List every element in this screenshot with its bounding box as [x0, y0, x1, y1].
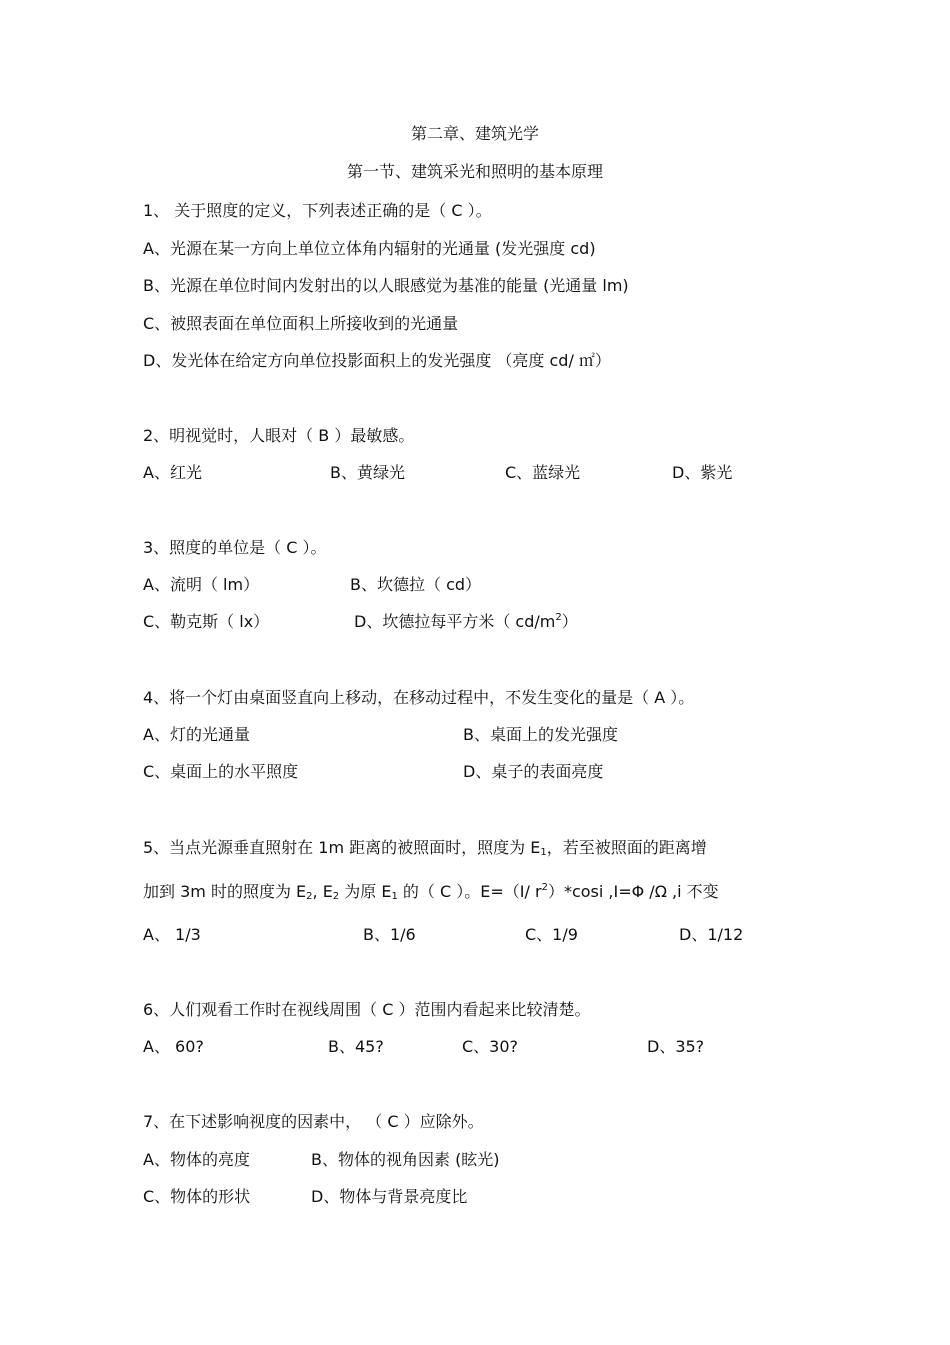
question-5-stem-line-1	[143, 838, 707, 858]
question-1-option-d: D、发光体在给定方向单位投影面积上的发光强度 （亮度 cd/ ㎡）	[143, 351, 611, 370]
section-title: 第一节、建筑采光和照明的基本原理	[346, 162, 603, 181]
question-2-option-a: A、红光	[143, 463, 202, 482]
question-2-option-b: B、黄绿光	[330, 463, 405, 482]
question-1-stem: 1、 关于照度的定义，下列表述正确的是（ C ）。	[143, 201, 492, 220]
stem-text: 的（ C ）。E=（I/ r	[397, 882, 542, 901]
question-6-option-d: D、35?	[647, 1037, 705, 1056]
stem-text: , E	[312, 882, 333, 901]
question-2-stem: 2、明视觉时，人眼对（ B ）最敏感。	[143, 426, 415, 445]
subscript: 2	[306, 891, 313, 902]
subscript: 1	[540, 847, 547, 858]
stem-text: 为原 E	[339, 882, 392, 901]
question-3-option-a: A、流明（ lm）	[143, 575, 260, 594]
question-7-option-b: B、物体的视角因素 (眩光)	[311, 1150, 500, 1169]
question-3-stem: 3、照度的单位是（ C ）。	[143, 538, 327, 557]
question-6-stem: 6、人们观看工作时在视线周围（ C ）范围内看起来比较清楚。	[143, 1000, 591, 1019]
question-5-stem-line-2	[143, 882, 719, 902]
question-4-option-c: C、桌面上的水平照度	[143, 762, 299, 781]
question-2-option-c: C、蓝绿光	[505, 463, 581, 482]
question-5-option-a: A、 1/3	[143, 925, 201, 944]
question-1-option-b: B、光源在单位时间内发射出的以人眼感觉为基准的能量 (光通量 lm)	[143, 276, 629, 295]
question-6-option-a: A、 60?	[143, 1037, 204, 1056]
stem-text: ，若至被照面的距离增	[546, 838, 707, 857]
question-3-option-d	[354, 612, 578, 632]
question-3-option-d-close: ）	[561, 612, 578, 631]
question-3-option-c: C、勒克斯（ lx）	[143, 612, 270, 631]
question-7-stem: 7、在下述影响视度的因素中， （ C ）应除外。	[143, 1112, 484, 1131]
question-2-option-d: D、紫光	[672, 463, 733, 482]
question-6-option-b: B、45?	[328, 1037, 384, 1056]
question-3-option-b: B、坎德拉（ cd）	[350, 575, 482, 594]
question-6-option-c: C、30?	[462, 1037, 519, 1056]
subscript: 1	[391, 891, 398, 902]
stem-text: ）*cosi ,I=Φ /Ω ,i 不变	[547, 882, 719, 901]
question-7-option-d: D、物体与背景亮度比	[311, 1187, 468, 1206]
question-4-option-a: A、灯的光通量	[143, 725, 250, 744]
question-4-option-d: D、桌子的表面亮度	[463, 762, 604, 781]
question-4-option-b: B、桌面上的发光强度	[463, 725, 618, 744]
question-5-option-c: C、1/9	[525, 925, 578, 944]
question-4-stem: 4、将一个灯由桌面竖直向上移动，在移动过程中，不发生变化的量是（ A ）。	[143, 688, 695, 707]
chapter-title: 第二章、建筑光学	[410, 124, 539, 143]
question-3-option-d-text: D、坎德拉每平方米（ cd/m	[354, 612, 556, 631]
question-1-option-a: A、光源在某一方向上单位立体角内辐射的光通量 (发光强度 cd)	[143, 239, 596, 258]
question-1-option-c: C、被照表面在单位面积上所接收到的光通量	[143, 314, 459, 333]
subscript: 2	[332, 891, 340, 902]
superscript-2: 2	[555, 612, 562, 623]
stem-text: 5、当点光源垂直照射在 1m 距离的被照面时，照度为 E	[143, 838, 541, 857]
question-5-option-b: B、1/6	[363, 925, 416, 944]
question-7-option-a: A、物体的亮度	[143, 1150, 250, 1169]
superscript: 2	[541, 882, 548, 893]
question-5-option-d: D、1/12	[679, 925, 744, 944]
stem-text: 加到 3m 时的照度为 E	[143, 882, 307, 901]
question-7-option-c: C、物体的形状	[143, 1187, 251, 1206]
